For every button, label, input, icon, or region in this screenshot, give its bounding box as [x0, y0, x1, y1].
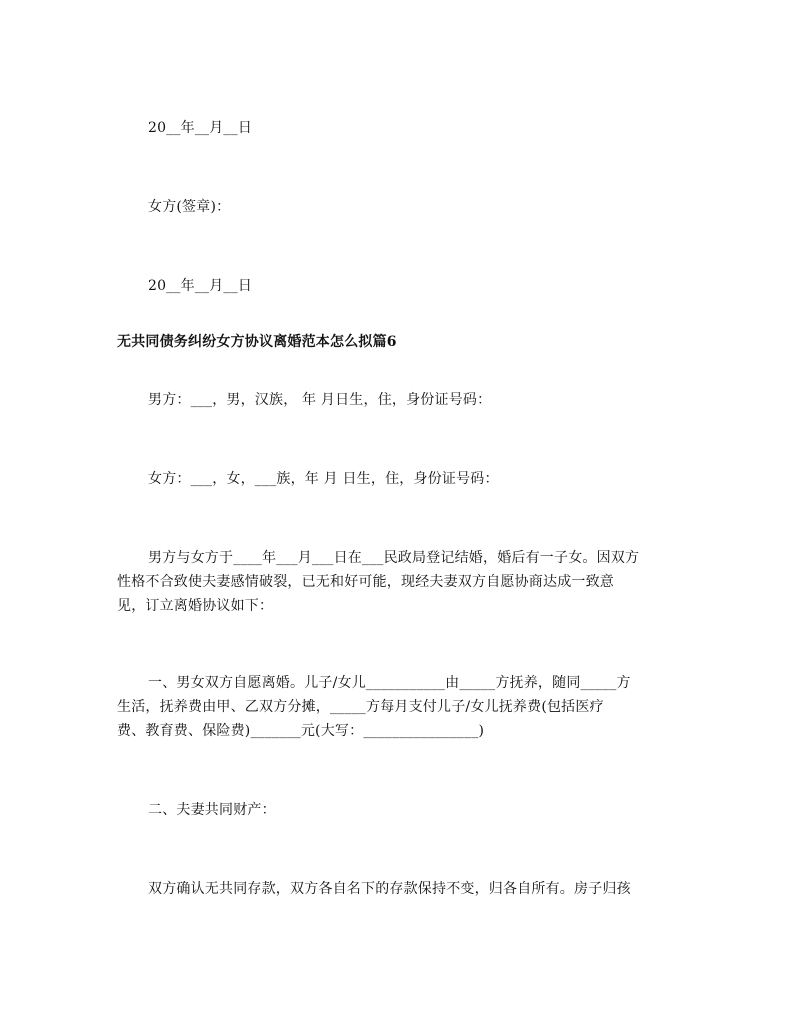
paragraph-line: 费、教育费、保险费)_______元(大写：________________) [117, 723, 485, 739]
paragraph-line: 见，订立离婚协议如下： [117, 598, 274, 614]
paragraph-line: 性格不合致使夫妻感情破裂，已无和好可能，现经夫妻双方自愿协商达成一致意 [117, 574, 614, 590]
date-line: 20__年__月__日 [148, 120, 253, 136]
clause-two-heading: 二、夫妻共同财产： [148, 802, 276, 818]
clause-one-paragraph [117, 671, 692, 743]
paragraph-line: 男方与女方于____年___月___日在___民政局登记结婚，婚后有一子女。因双方 [148, 550, 640, 566]
section-heading: 无共同债务纠纷女方协议离婚范本怎么拟篇6 [117, 334, 397, 350]
intro-paragraph [117, 546, 692, 618]
female-signature-line: 女方(签章)： [148, 199, 231, 215]
property-paragraph: 双方确认无共同存款，双方各自名下的存款保持不变，归各自所有。房子归孩 [148, 881, 631, 897]
male-party-info: 男方：___，男，汉族， 年 月日生，住，身份证号码： [148, 392, 492, 408]
date-line: 20__年__月__日 [148, 278, 253, 294]
paragraph-line: 生活，抚养费由甲、乙双方分摊，_____方每月支付儿子/女儿抚养费(包括医疗 [117, 699, 604, 715]
paragraph-line: 一、男女双方自愿离婚。儿子/女儿___________由_____方抚养，随同_____方 [148, 675, 631, 691]
female-party-info: 女方：___，女，___族，年 月 日生，住，身份证号码： [148, 471, 499, 487]
